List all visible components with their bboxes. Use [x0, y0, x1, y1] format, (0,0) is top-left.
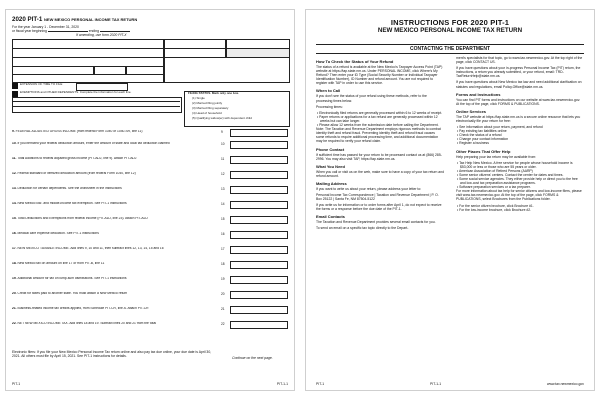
line-text: Federal standard or itemized deduction amount (from federal Form 1040, line 12): [17, 172, 136, 175]
electronic-filers-note: Electronic filers: If you file your New Mexico Personal Income Tax return online and also pay tax due online, your due date is April 30, 2021. All others must file by April 15, 2021. See PIT-1 instructions for details.: [12, 350, 212, 358]
line-text: Medical care expense deduction. See PIT-1 instructions: [17, 232, 99, 235]
line-text: Total Additions to federal adjusted gross income (PIT-ADJ, line 9). Attach PIT-ADJ: [17, 157, 137, 160]
amount-field-label: 22: [221, 322, 225, 326]
section-heading: Online Services: [456, 108, 487, 114]
section-heading: Mailing Address: [316, 180, 347, 186]
section-heading: When to Call: [316, 88, 341, 94]
section-heading: Forms and Instructions: [456, 91, 501, 97]
amount-field-label: 20: [221, 292, 225, 296]
amount-field-9[interactable]: [221, 129, 288, 137]
form-line-10: [12, 142, 224, 146]
paragraph: You can find PIT forms and instructions on our website at www.tax.newmexico.gov. At the top of the page, click FORMS & PUBLICATIONS.: [456, 97, 581, 106]
year-line: For the year January 1 - December 31, 2020: [12, 25, 79, 29]
amount-field-20[interactable]: [221, 291, 288, 299]
bullet-item: • For the low-income brochure, click Brochure #2.: [457, 207, 532, 212]
paragraph: Note: The Taxation and Revenue Department employs rigorous methods to combat identity theft and refund fraud. Preventing identity theft and refund fraud causes some refunds to require additional processing time, and additional documentation may be required to verify your refund claim.: [316, 127, 441, 144]
form-page: [6, 10, 294, 390]
line-text: NEW MEXICO TAXABLE INCOME. Add lines 9, 10 and 11, then subtract lines 12, 13, 14, 15 and 16: [17, 247, 164, 250]
contact-heading: CONTACTING THE DEPARTMENT: [316, 44, 584, 54]
line-number: 21.: [12, 307, 18, 310]
form-line-17: [12, 247, 224, 251]
form-line-14: [12, 202, 224, 206]
paragraph: If you want to write us about your return, please address your letter to:: [316, 186, 422, 191]
amount-field-11[interactable]: [221, 156, 288, 164]
line-text: New Mexico low- and middle-income tax exemption. See PIT-1 instructions: [17, 202, 127, 205]
amended-note: If amending, use form 2020 PIT-X: [76, 33, 127, 37]
line-number: 15.: [12, 217, 18, 220]
bullet-item: • Tax Help New Mexico. A free service for people whose household income is $53,000 or less or those who are 55 years or older.: [457, 160, 573, 169]
continue-note: Continue on the next page.: [232, 356, 273, 360]
bullet-item: • Software preparation services or a tax preparer.: [457, 185, 531, 190]
line-text: Additional amount for tax on lump-sum distributions. See PIT-1 instructions: [17, 277, 127, 280]
amount-field-label: 18: [221, 262, 225, 266]
amount-field-22[interactable]: [221, 321, 288, 329]
amount-field-17[interactable]: [221, 246, 288, 254]
paragraph: If you write us for information or to order forms after April 1, do not expect to receive the forms or a response before the due date of the PIT-1.: [316, 203, 442, 212]
line-text: Total Deductions and Exemptions from federal income (PIT-ADJ, line 23). Attach PIT-ADJ: [17, 217, 148, 220]
filing-status-3[interactable]: (3) Married filing separately: [192, 106, 229, 110]
form-line-19: [12, 277, 224, 281]
paragraph: If you have questions about New Mexico tax law and need additional clarification on statutes and regulations, email Policy.Office@state.nm.us.: [456, 80, 582, 89]
amount-field-label: 9: [221, 130, 223, 134]
paragraph: Processing times:: [316, 104, 343, 109]
line-number: 9.: [12, 130, 16, 133]
line-text: Deduction for certain dependents. See the worksheet in the instructions: [17, 187, 122, 190]
dependents-table[interactable]: [12, 97, 182, 113]
amount-field-label: 15: [221, 217, 225, 221]
amount-field-12[interactable]: [221, 171, 288, 179]
amount-field-18[interactable]: [221, 261, 288, 269]
paragraph: To send an email on a specific tax topic directly to the Depart-: [316, 226, 409, 231]
instructions-column-2: [456, 56, 584, 212]
filing-status-2[interactable]: (2) Married filing jointly: [192, 101, 223, 105]
form-line-13: [12, 187, 224, 191]
amount-field-label: 19: [221, 277, 225, 281]
bullet-item: • Change your contact information: [457, 137, 509, 142]
amount-field-label: 14: [221, 202, 225, 206]
filing-status-4[interactable]: (4) Head of household: [192, 111, 222, 115]
amount-field-label: 16: [221, 232, 225, 236]
amount-field-label: 17: [221, 247, 225, 251]
extension-tab: [12, 83, 18, 89]
line-number: 20.: [12, 292, 18, 295]
form-line-11: [12, 157, 224, 161]
form-line-22: [12, 322, 224, 326]
form-line-15: [12, 217, 224, 221]
bullet-item: • Paper returns or applications for a tax refund are generally processed within 12 weeks but can take longer.: [317, 114, 438, 123]
paragraph: For more information about tax help for senior citizens and low-income filers, please visit www.tax.newmexico.gov. At the top of the page, click FORMS & PUBLICATIONS, select Brochures from the Publications folder.: [456, 189, 582, 202]
section-heading: Email Contacts: [316, 214, 345, 220]
bullet-item: • For the senior citizen brochure, click Brochure #1.: [457, 203, 534, 208]
amount-field-label: 10: [221, 142, 225, 146]
fiscal-line: or fiscal year beginning ending: [12, 29, 130, 33]
form-line-21: [12, 307, 224, 311]
section-heading: What You Need: [316, 163, 345, 169]
paragraph: If you don't see the status of your refund using these methods, refer to the processing times below.: [316, 94, 427, 103]
amount-field-label: 21: [221, 307, 225, 311]
paragraph: ment's specialists for that topic, go to www.tax.newmexico.gov. At the top right of the page, click CONTACT US.: [456, 56, 583, 65]
bullet-item: • Some social service agencies. They either provide help or direct you to the free and low-cost tax preparation assistance programs.: [457, 176, 578, 186]
form-line-16: [12, 232, 224, 236]
instructions-title: INSTRUCTIONS FOR 2020 PIT-1 NEW MEXICO PERSONAL INCOME TAX RETURN: [377, 18, 523, 34]
bullet-item: • See information about your return, payment, and refund: [457, 125, 543, 130]
amount-field-14[interactable]: [221, 201, 288, 209]
amount-field-label: 11: [221, 157, 225, 161]
section-heading: How To Check the Status of Your Refund: [316, 59, 394, 64]
paragraph: The TAP website at https://tap.state.nm.us is a secure online resource that lets you electronically file your return for free:: [456, 114, 581, 123]
paragraph: The status of a refund is available at the New Mexico's Taxpayer Access Point (TAP) website at https://tap.state.nm.us. Under PERSONAL INCOME, click Where's My Refund? Then enter your ID Type (Social Security Number or Individual Taxpayer Identification Number), ID Number and refund amount. You are not required to register with TAP in order to use this service.: [316, 65, 443, 86]
instructions-page: [306, 10, 594, 390]
residency-box[interactable]: [164, 57, 290, 83]
form-line-12: [12, 172, 224, 176]
bullet-item: • Electronically filed returns are generally processed within 6 to 12 weeks of receipt.: [317, 110, 443, 115]
filing-status-heading: FILING STATUS. Mark only one box.: [188, 91, 240, 95]
line-text: If you itemized your federal deduction amount, enter the amount of state and local tax deduction claimed: [17, 142, 170, 145]
paragraph: When you call or visit us on the web, make sure to have a copy of your tax return and refund amount.: [316, 169, 444, 178]
form-footer: PIT-1 PIT-1-1: [12, 382, 288, 386]
amount-field-15[interactable]: [221, 216, 288, 224]
amount-field-21[interactable]: [221, 306, 288, 314]
amount-field-19[interactable]: [221, 276, 288, 284]
form-line-20: [12, 292, 224, 296]
line-text: FEDERAL ADJUSTED GROSS INCOME (from federal Form 1040 or 1040-SR, line 11): [15, 130, 143, 133]
amount-field-16[interactable]: [221, 231, 288, 239]
bullet-item: • Some senior citizens' centers. Contact the center for dates and times.: [457, 172, 564, 177]
form-line-18: [12, 262, 224, 266]
paragraph: Personal Income Tax Correspondence | Taxation and Revenue Department | P. O. Box 25122 | Santa Fe, NM 87504-5122: [316, 192, 439, 202]
line-text: Business-related income tax credits applied, from Schedule PIT-CR, line A. Attach PIT-CR: [17, 307, 149, 310]
exemptions-label: EXEMPTIONS and OTHER DEPENDENTS. Complete the information for each line.: [20, 90, 132, 94]
bullet-item: • Please allow 12 weeks from the submission date before calling the Department.: [317, 123, 439, 128]
line-text: NET NEW MEXICO INCOME TAX. Add lines 18 and 19. Subtract lines 20 and 21 from the total: [17, 322, 157, 325]
bullet-item: • American Association of Retired Persons (AARP): [457, 168, 533, 173]
line-number: 13.: [12, 187, 18, 190]
filing-status-1[interactable]: (1) Single: [192, 96, 205, 100]
extension-label: EXTENSION OF TIME TO FILE: [20, 82, 63, 86]
line-number: 14.: [12, 202, 18, 205]
amount-field-13[interactable]: [221, 186, 288, 194]
line-number: 18.: [12, 262, 18, 265]
form-line-9: [12, 130, 224, 134]
line-number: 16.: [12, 232, 18, 235]
filing-status-5[interactable]: (5) Qualifying widow(er) with dependent child: [192, 116, 252, 120]
line-number: 11.: [12, 157, 18, 160]
paragraph: If sufficient time has passed for your return to be processed contact us at (866) 285-2996. You may also visit TAP, https://tap.state.nm.us.: [316, 152, 442, 161]
instructions-footer: PIT-1 PIT-1-1 www.tax.newmexico.gov: [316, 382, 584, 386]
instructions-column-1: [316, 56, 444, 233]
line-number: 10.: [12, 142, 18, 145]
line-number: 17.: [12, 247, 18, 250]
amount-field-label: 13: [221, 187, 225, 191]
bullet-item: • Register a business: [457, 141, 489, 146]
form-title: 2020 PIT-1 NEW MEXICO PERSONAL INCOME TAX RETURN: [12, 16, 138, 23]
section-heading: Phone Contact: [316, 146, 345, 152]
bullet-item: • Pay existing tax liabilities online: [457, 129, 507, 134]
line-number: 12.: [12, 172, 18, 175]
amount-field-label: 12: [221, 172, 225, 176]
section-heading: Other Places That Offer Help: [456, 148, 511, 154]
bullet-item: • Check the status of a refund: [457, 133, 502, 138]
line-number: 22.: [12, 322, 18, 325]
amount-field-10[interactable]: [221, 141, 288, 149]
paragraph: If you have questions about your in-progress Personal Income Tax (PIT) return, the instructions, a return you already submitted, or your refund, email: TRD-TaxReturnHelp@state.nm.us.: [456, 66, 581, 79]
line-text: Credit for taxes paid to another state. You must attach a New Mexico return: [17, 292, 128, 295]
paragraph: The Taxation and Revenue Department provides several email contacts for you.: [316, 220, 436, 225]
paragraph: Help preparing your tax return may be available from:: [456, 154, 537, 159]
line-text: New Mexico tax on amount on line 17 or from PIT-B, line 11: [17, 262, 105, 265]
line-number: 19.: [12, 277, 18, 280]
